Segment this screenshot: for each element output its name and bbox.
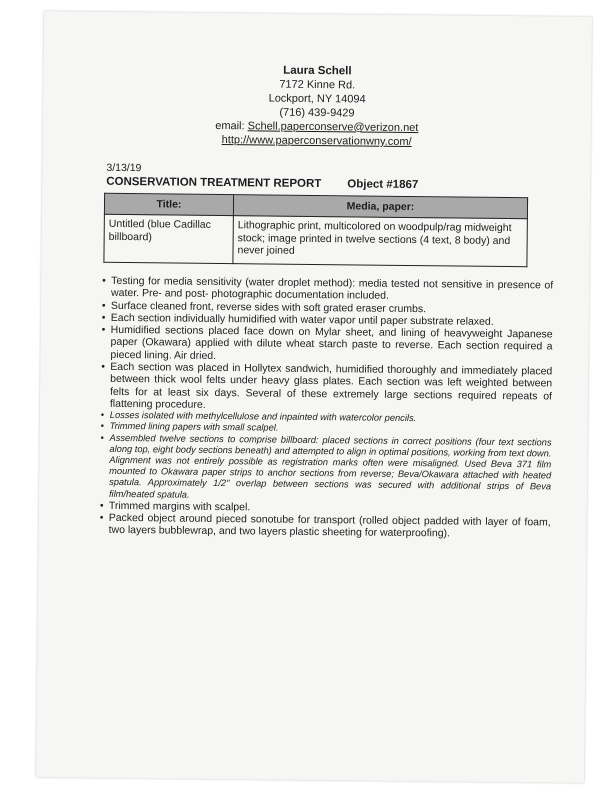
media-cell: Lithographic print, multicolored on woodpulp/rag midweight stock; image printed in twelve sections (4 text, 8 body) and never joined: [233, 216, 527, 267]
document-page: [36, 11, 592, 783]
city-state-zip: Lockport, NY 14094: [268, 92, 366, 106]
report-heading: [106, 176, 418, 191]
email-label: email:: [215, 119, 248, 133]
object-number: Object #1867: [347, 178, 419, 192]
list-item: • Testing for media sensitivity (water droplet method): media tested not sensitive in presence of water. Pre- and post- photographic documentation included.: [111, 275, 553, 304]
report-date: 3/13/19: [106, 161, 142, 175]
email-link[interactable]: Schell.paperconserve@verizon.net: [247, 120, 419, 135]
list-item: • Assembled twelve sections to comprise billboard: placed sections in correct positions (four text sections along top, eight body sections beneath) and attempted to align in optimal positions, working from text down. Alignment was not entirely possible as registration marks often were misaligned. Used Beva 371 film mounted to Okawara paper strips to anchor sections from reverse; Beva/Okawara attached with heated spatula. Approximately 1/2" overlap between sections was secured with additional strips of Beva film/heated spatula.: [109, 433, 552, 505]
phone-number: (716) 439-9429: [279, 106, 355, 120]
list-item: • Each section individually humidified with water vapor until paper substrate relaxed.: [111, 312, 553, 329]
list-item: • Trimmed lining papers with small scalpel.: [110, 421, 552, 437]
media-header: Media, paper:: [233, 195, 527, 219]
list-item: • Trimmed margins with scalpel.: [109, 500, 551, 517]
title-cell: Untitled (blue Cadillac billboard): [104, 214, 233, 263]
treatment-steps-list: [99, 275, 554, 542]
report-title: CONSERVATION TREATMENT REPORT: [106, 175, 322, 191]
list-item: • Losses isolated with methylcellulose and inpainted with watercolor pencils.: [110, 410, 552, 426]
letterhead: [43, 61, 592, 151]
street-address: 7172 Kinne Rd.: [279, 78, 356, 92]
website-link[interactable]: http://www.paperconservationwny.com/: [221, 134, 412, 149]
object-info-table: [103, 193, 528, 267]
table-row: [104, 214, 527, 266]
list-item: • Packed object around pieced sonotube for transport (rolled object padded with layer of foam, two layers bubblewrap, and two layers plastic sheeting for waterproofing).: [109, 512, 551, 541]
title-header: Title:: [104, 193, 233, 215]
author-name: Laura Schell: [283, 64, 352, 78]
list-item: • Surface cleaned front, reverse sides with soft grated eraser crumbs.: [111, 299, 553, 316]
list-item: • Humidified sections placed face down on Mylar sheet, and lining of heavyweight Japanese paper (Okawara) applied with dilute wheat starch paste to reverse. Each section required a pieced lining. Air dried.: [110, 324, 552, 366]
list-item: • Each section was placed in Hollytex sandwich, humidified thoroughly and immediately placed between thick wool felts under heavy glass plates. Each section was left weighted between felts for at least six days. Several of these extremely large sections required repeats of flattening procedure.: [110, 361, 552, 415]
